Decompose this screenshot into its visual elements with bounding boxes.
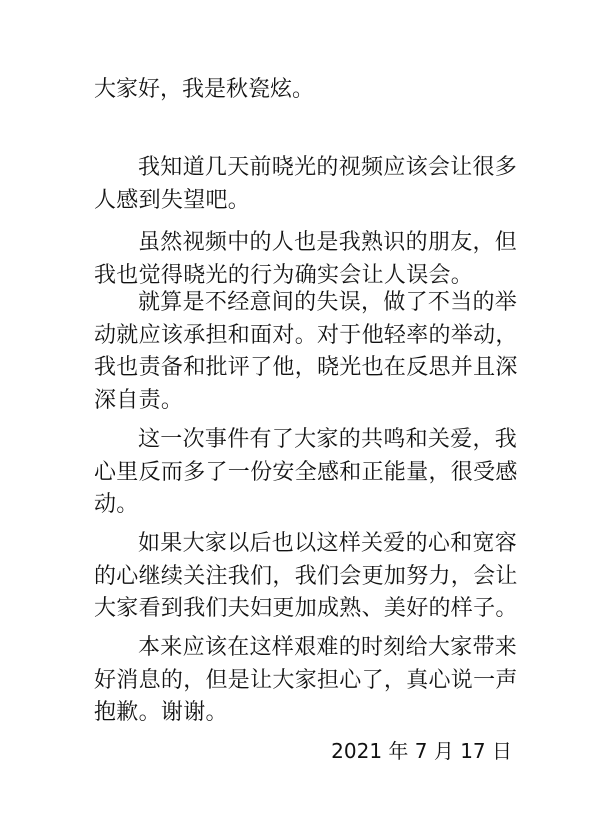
- letter-paragraph: 这一次事件有了大家的共鸣和关爱，我心里反而多了一份安全感和正能量，很受感动。: [94, 427, 518, 517]
- letter-paragraph: 就算是不经意间的失误，做了不当的举动就应该承担和面对。对于他轻率的举动，我也责备和批评了他，晓光也在反思并且深深自责。: [94, 290, 518, 413]
- letter-greeting: 大家好，我是秋瓷炫。: [94, 77, 315, 102]
- letter-paragraph: 虽然视频中的人也是我熟识的朋友，但我也觉得晓光的行为确实会让人误会。: [94, 230, 518, 288]
- letter-paragraph: 本来应该在这样艰难的时刻给大家带来好消息的，但是让大家担心了，真心说一声抱歉。谢谢。: [94, 635, 518, 725]
- letter-paragraph: 我知道几天前晓光的视频应该会让很多人感到失望吧。: [94, 155, 518, 213]
- letter-date: 2021 年 7 月 17 日: [331, 739, 512, 763]
- letter-paragraph: 如果大家以后也以这样关爱的心和宽容的心继续关注我们，我们会更加努力，会让大家看到我们夫妇更加成熟、美好的样子。: [94, 531, 518, 621]
